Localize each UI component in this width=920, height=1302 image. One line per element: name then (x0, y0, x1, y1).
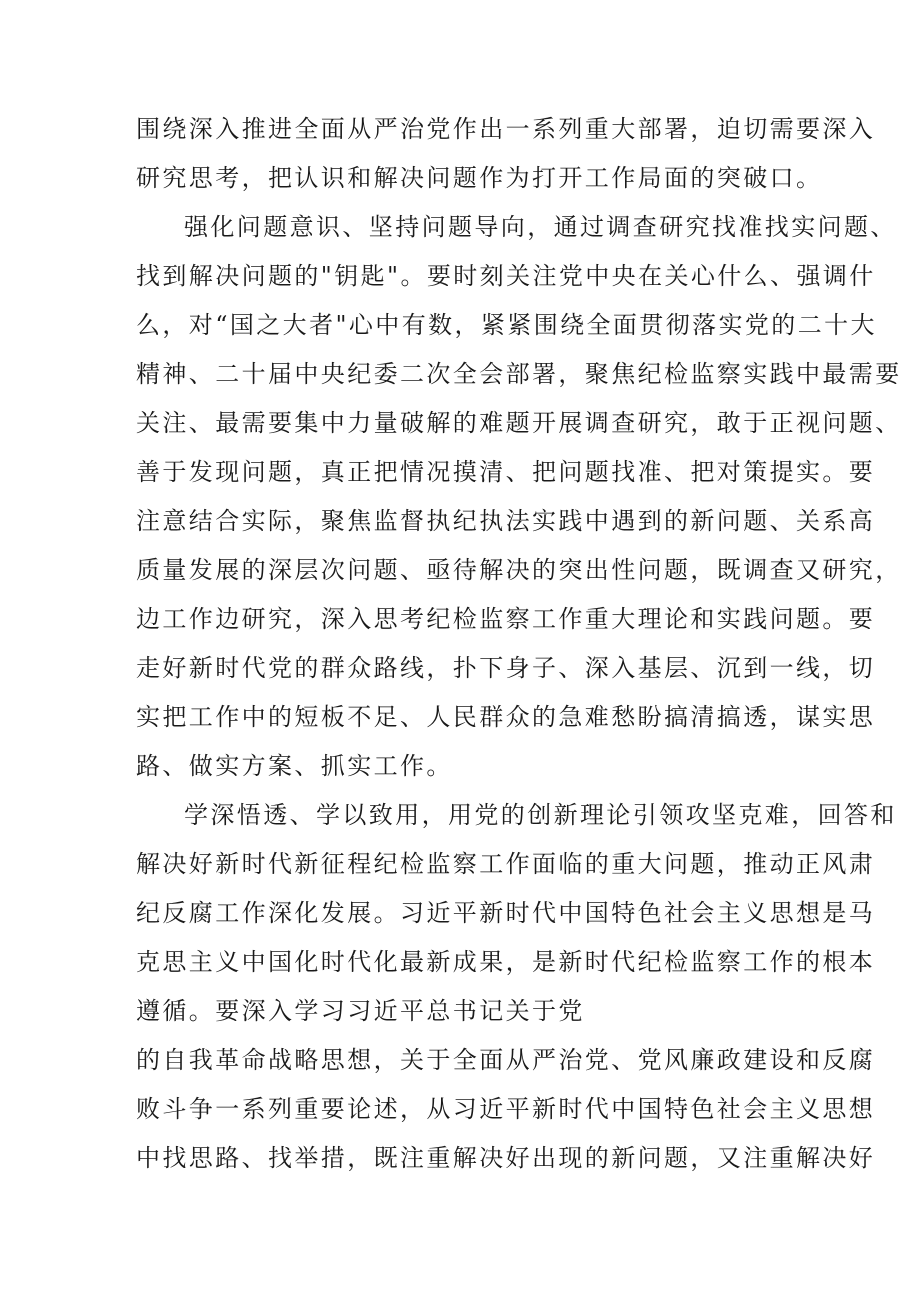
text-line: 关注、最需要集中力量破解的难题开展调查研究，敢于正视问题、 (136, 409, 902, 437)
text-line: 找到解决问题的"钥匙"。要时刻关注党中央在关心什么、强调什 (136, 262, 876, 290)
text-line: 注意结合实际，聚焦监督执纪执法实践中遇到的新问题、关系高 (136, 507, 876, 535)
text-line: 路、做实方案、抓实工作。 (136, 752, 453, 780)
text-line: 解决好新时代新征程纪检监察工作面临的重大问题，推动正风肃 (136, 850, 876, 878)
text-line: 质量发展的深层次问题、亟待解决的突出性问题，既调查又研究， (136, 556, 902, 584)
text-line: 中找思路、找举措，既注重解决好出现的新问题，又注重解决好 (136, 1144, 876, 1172)
text-line: 么，对“国之大者"心中有数，紧紧围绕全面贯彻落实党的二十大 (136, 311, 877, 339)
text-line: 精神、二十届中央纪委二次全会部署，聚焦纪检监察实践中最需要 (136, 360, 902, 388)
paragraph-first-line: 强化问题意识、坚持问题导向，通过调查研究找准找实问题、 (184, 213, 897, 241)
text-line: 的自我革命战略思想，关于全面从严治党、党风廉政建设和反腐 (136, 1046, 876, 1074)
text-line: 走好新时代党的群众路线，扑下身子、深入基层、沉到一线，切 (136, 654, 876, 682)
text-line: 实把工作中的短板不足、人民群众的急难愁盼搞清搞透，谋实思 (136, 703, 876, 731)
text-line: 遵循。要深入学习习近平总书记关于党 (136, 997, 585, 1025)
text-line: 边工作边研究，深入思考纪检监察工作重大理论和实践问题。要 (136, 605, 876, 633)
text-line: 研究思考，把认识和解决问题作为打开工作局面的突破口。 (136, 164, 823, 192)
paragraph-first-line: 学深悟透、学以致用，用党的创新理论引领攻坚克难，回答和 (184, 801, 897, 829)
text-line: 克思主义中国化时代化最新成果，是新时代纪检监察工作的根本 (136, 948, 876, 976)
text-line: 围绕深入推进全面从严治党作出一系列重大部署，迫切需要深入 (136, 115, 876, 143)
text-line: 善于发现问题，真正把情况摸清、把问题找准、把对策提实。要 (136, 458, 876, 486)
text-line: 败斗争一系列重要论述，从习近平新时代中国特色社会主义思想 (136, 1095, 876, 1123)
text-line: 纪反腐工作深化发展。习近平新时代中国特色社会主义思想是马 (136, 899, 876, 927)
